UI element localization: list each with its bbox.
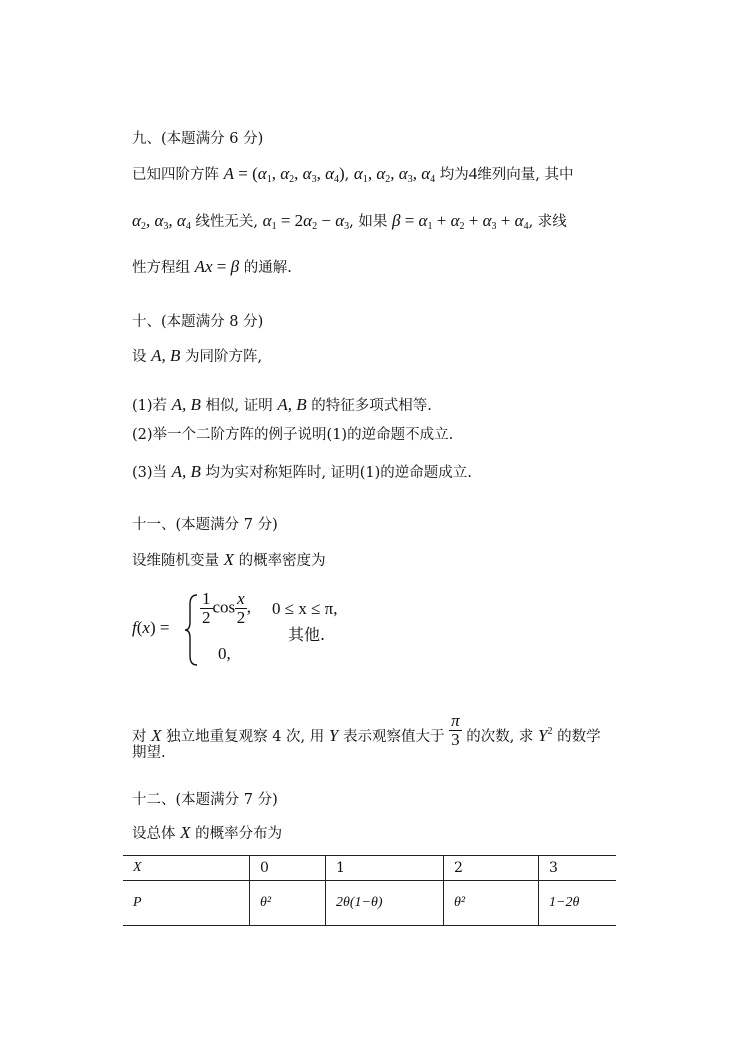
table-cell: X [123, 856, 250, 881]
table-cell: 2θ(1−θ) [326, 881, 444, 926]
q11-line-a: 对 X 独立地重复观察 4 次, 用 Y 表示观察值大于 $\frac{\pi}{3}$ 的次数, 求 $Y^2$ 的数学 [132, 711, 601, 749]
table-cell: 0 [250, 856, 326, 881]
table-row [123, 881, 616, 926]
case1-condition: 0 ≤ x ≤ π, [272, 599, 338, 618]
q9-heading: 九、(本题满分 6 分) [132, 131, 264, 147]
table-row [123, 856, 616, 881]
table-cell: 2 [444, 856, 539, 881]
q11-line-b: 期望. [132, 745, 166, 761]
alpha1-relation: $\alpha_1 = 2\alpha_2 - \alpha_3$ [262, 211, 350, 232]
distribution-table [123, 855, 616, 926]
q10-part3: (3)当 A, B 均为实对称矩阵时, 证明(1)的逆命题成立. [132, 462, 472, 481]
equation-Ax-beta: Ax = β [194, 257, 240, 276]
table-cell: θ² [250, 881, 326, 926]
table-cell: θ² [444, 881, 539, 926]
table-cell: 3 [539, 856, 617, 881]
pi-over-3: $\frac{\pi}{3}$ [451, 711, 460, 749]
q12-heading: 十二、(本题满分 7 分) [132, 792, 278, 808]
case2-condition: 其他. [288, 625, 326, 644]
q11-heading: 十一、(本题满分 7 分) [132, 517, 278, 533]
case1-expression: $\frac{1}{2}$ cos $\frac{x}{2}$ , [202, 589, 251, 627]
q10-part1: (1)若 A, B 相似, 证明 A, B 的特征多项式相等. [132, 395, 432, 414]
left-brace [184, 594, 200, 666]
alpha-234: $\alpha_2$, $\alpha_3$, $\alpha_4$ [132, 211, 191, 232]
q9-line2: $\alpha_2$, $\alpha_3$, $\alpha_4$ 线性无关, $\alpha_1 = 2\alpha_2 - \alpha_3$, 如果 $\beta = \alpha_1 + \alpha_2 + \alpha_3 + \alpha_4$, 求线 [132, 211, 567, 232]
q9-line3: 性方程组 Ax = β 的通解. [132, 257, 292, 276]
table-cell: 1−2θ [539, 881, 617, 926]
table-cell: P [123, 881, 250, 926]
q10-heading: 十、(本题满分 8 分) [132, 314, 264, 330]
q10-intro: 设 A, B 为同阶方阵, [132, 346, 263, 365]
q12-intro: 设总体 X 的概率分布为 [132, 823, 283, 842]
beta-definition: $\beta = \alpha_1 + \alpha_2 + \alpha_3 + \alpha_4$ [391, 211, 529, 232]
q10-part2: (2)举一个二阶方阵的例子说明(1)的逆命题不成立. [132, 427, 454, 443]
case2-value: 0, [218, 644, 231, 663]
q11-intro: 设维随机变量 X 的概率密度为 [132, 550, 326, 569]
q9-line1: 已知四阶方阵 $A = (\alpha_1$, $\alpha_2$, $\alpha_3$, $\alpha_4$), $\alpha_1$, $\alpha_2$, $\alpha_3$, $\alpha_4$ 均为4维列向量, 其中 [132, 164, 574, 185]
alpha-list: $\alpha_1$, $\alpha_2$, $\alpha_3$, $\alpha_4$ [353, 164, 436, 185]
density-formula: f(x) = $\frac{1}{2}$ cos $\frac{x}{2}$ , 0 ≤ x ≤ π, 0, 其他. [132, 590, 452, 670]
matrix-A-formula: $A = (\alpha_1$, $\alpha_2$, $\alpha_3$, $\alpha_4$) [223, 164, 345, 185]
table-cell: 1 [326, 856, 444, 881]
